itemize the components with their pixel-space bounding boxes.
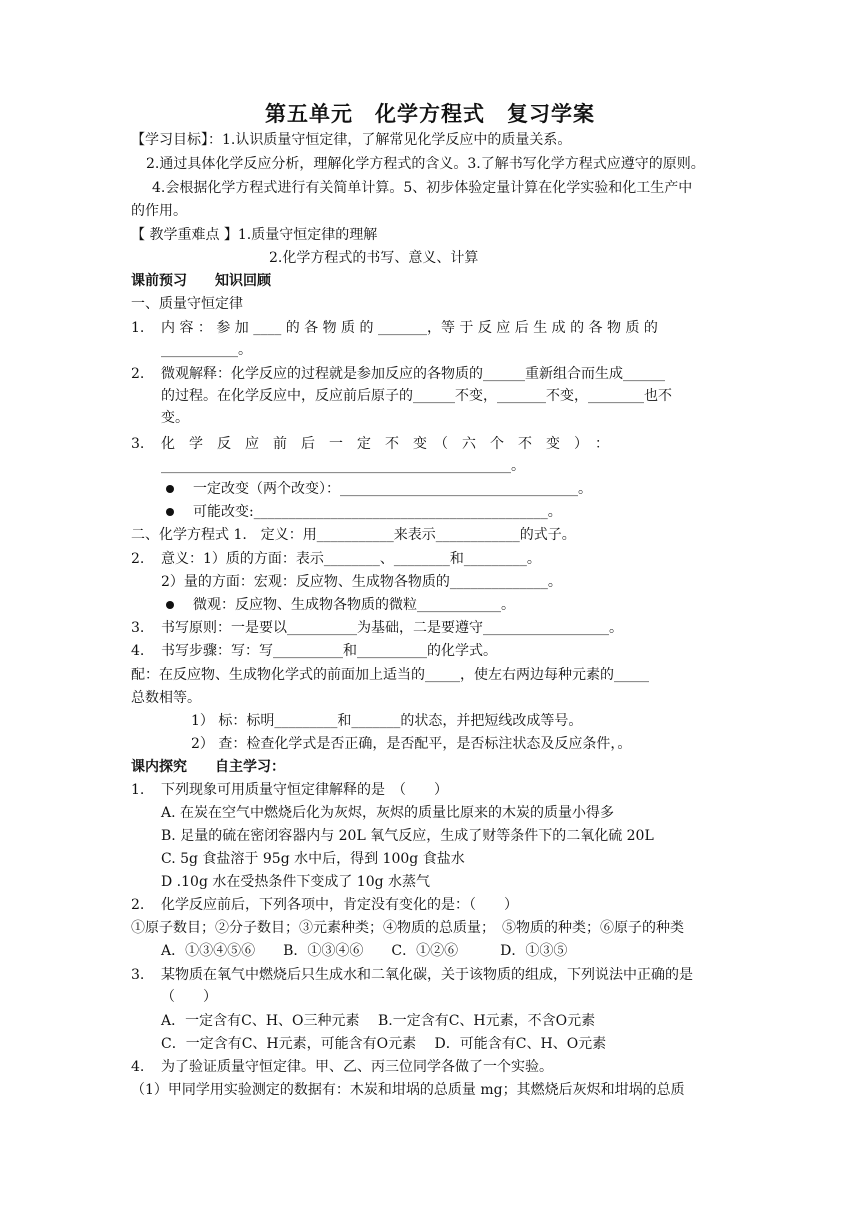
question-3-options-cd: C．一定含有C、H元素，可能含有O元素 D．可能含有C、H、O元素 bbox=[161, 1036, 607, 1052]
item-number: 3. bbox=[131, 436, 145, 452]
micro-explanation-line-1: 微观解释：化学反应的过程就是参加反应的各物质的______重新组合而生成______ bbox=[161, 366, 665, 382]
meaning-quantitative-line: 2）量的方面：宏观：反应物、生成物各物质的______________。 bbox=[161, 574, 562, 590]
mass-conservation-content-blank: ___________。 bbox=[161, 342, 252, 358]
balance-step-line-1: 配：在反应物、生成物化学式的前面加上适当的_____，使左右两边每种元素的_____ bbox=[131, 667, 649, 683]
question-2-items: ①原子数目；②分子数目；③元素种类；④物质的总质量； ⑤物质的种类；⑥原子的种类 bbox=[131, 920, 684, 936]
meaning-qualitative-line: 意义：1）质的方面：表示________、________和_________。 bbox=[161, 551, 541, 567]
micro-explanation-line-3: 变。 bbox=[161, 410, 189, 426]
question-number: 2. bbox=[131, 897, 145, 913]
item-number: 1. bbox=[131, 320, 145, 336]
key-points-line-1: 【 教学重难点 】1.质量守恒定律的理解 bbox=[131, 227, 378, 243]
item-number: 3. bbox=[131, 620, 145, 636]
preview-heading: 课前预习 知识回顾 bbox=[131, 273, 271, 289]
page-title: 第五单元 化学方程式 复习学案 bbox=[265, 102, 595, 126]
question-1-option-b: B. 足量的硫在密闭容器内与 20L 氧气反应，生成了财等条件下的二氧化硫 20L bbox=[161, 828, 654, 844]
key-points-line-2: 2.化学方程式的书写、意义、计算 bbox=[269, 250, 479, 266]
question-1-option-c: C. 5g 食盐溶于 95g 水中后，得到 100g 食盐水 bbox=[161, 851, 465, 867]
question-2-options: A．①③④⑤⑥ B．①③④⑥ C．①②⑥ D．①③⑤ bbox=[161, 943, 568, 959]
bullet-icon bbox=[166, 601, 174, 609]
possible-changes-line: 可能改变:__________________________________________。 bbox=[193, 504, 562, 520]
micro-explanation-line-2: 的过程。在化学反应中，反应前后原子的______不变，_______不变，________也不 bbox=[161, 388, 672, 404]
label-step-line: 1） 标：标明_________和_______的状态，并把短线改成等号。 bbox=[191, 713, 583, 729]
balance-step-line-2: 总数相等。 bbox=[131, 690, 201, 706]
mass-conservation-content: 内 容 ： 参 加 ____ 的 各 物 质 的 _______，等 于 反 应 后 生 成 的 各 物 质 的 bbox=[161, 320, 658, 336]
bullet-icon bbox=[166, 485, 174, 493]
question-number: 4. bbox=[131, 1059, 145, 1075]
writing-principles-line: 书写原则：一是要以__________为基础，二是要遵守__________________。 bbox=[161, 620, 623, 636]
six-invariants-line: 化 学 反 应 前 后 一 定 不 变 （ 六 个 不 变 ） ： bbox=[161, 436, 609, 452]
question-3-options-ab: A．一定含有C、H、O三种元素 B.一定含有C、H元素，不含O元素 bbox=[161, 1013, 596, 1029]
question-1-option-d: D .10g 水在受热条件下变成了 10g 水蒸气 bbox=[161, 874, 431, 890]
definite-changes-line: 一定改变（两个改变）：__________________________________。 bbox=[193, 481, 592, 497]
question-number: 3. bbox=[131, 967, 145, 983]
section1-heading: 一、质量守恒定律 bbox=[131, 296, 243, 312]
objectives-line-2: 2.通过具体化学反应分析，理解化学方程式的含义。3.了解书写化学方程式应遵守的原则。 bbox=[146, 156, 705, 172]
item-number: 2. bbox=[131, 551, 145, 567]
question-3-stem: 某物质在氧气中燃烧后只生成水和二氧化碳，关于该物质的组成，下列说法中正确的是 bbox=[161, 967, 693, 983]
writing-steps-line: 书写步骤：写：写__________和__________的化学式。 bbox=[161, 643, 497, 659]
meaning-micro-line: 微观：反应物、生成物各物质的微粒____________。 bbox=[193, 597, 515, 613]
question-2-stem: 化学反应前后，下列各项中，肯定没有变化的是：（ ） bbox=[161, 897, 518, 913]
question-4-part-1: （1）甲同学用实验测定的数据有：木炭和坩埚的总质量 mg；其燃烧后灰烬和坩埚的总质 bbox=[131, 1082, 685, 1098]
check-step-line: 2） 查：检查化学式是否正确，是否配平，是否标注状态及反应条件，。 bbox=[191, 736, 632, 752]
section2-heading: 二、化学方程式 1. 定义：用___________来表示____________的式子。 bbox=[131, 527, 576, 543]
inclass-heading: 课内探究 自主学习： bbox=[131, 759, 285, 775]
bullet-icon bbox=[166, 508, 174, 516]
item-number: 4. bbox=[131, 643, 145, 659]
objectives-line-1: 【学习目标】：1.认识质量守恒定律，了解常见化学反应中的质量关系。 bbox=[131, 132, 572, 148]
question-number: 1. bbox=[131, 782, 145, 798]
objectives-line-3: 4.会根据化学方程式进行有关简单计算。5、初步体验定量计算在化学实验和化工生产中 bbox=[152, 180, 693, 196]
objectives-line-4: 的作用。 bbox=[131, 203, 187, 219]
six-invariants-blank: __________________________________________________。 bbox=[161, 458, 525, 474]
question-3-bracket: （ ） bbox=[161, 989, 217, 1005]
item-number: 2. bbox=[131, 366, 145, 382]
question-1-option-a: A. 在炭在空气中燃烧后化为灰烬，灰烬的质量比原来的木炭的质量小得多 bbox=[161, 805, 615, 821]
question-4-stem: 为了验证质量守恒定律。甲、乙、丙三位同学各做了一个实验。 bbox=[161, 1059, 553, 1075]
question-1-stem: 下列现象可用质量守恒定律解释的是 （ ） bbox=[161, 782, 448, 798]
